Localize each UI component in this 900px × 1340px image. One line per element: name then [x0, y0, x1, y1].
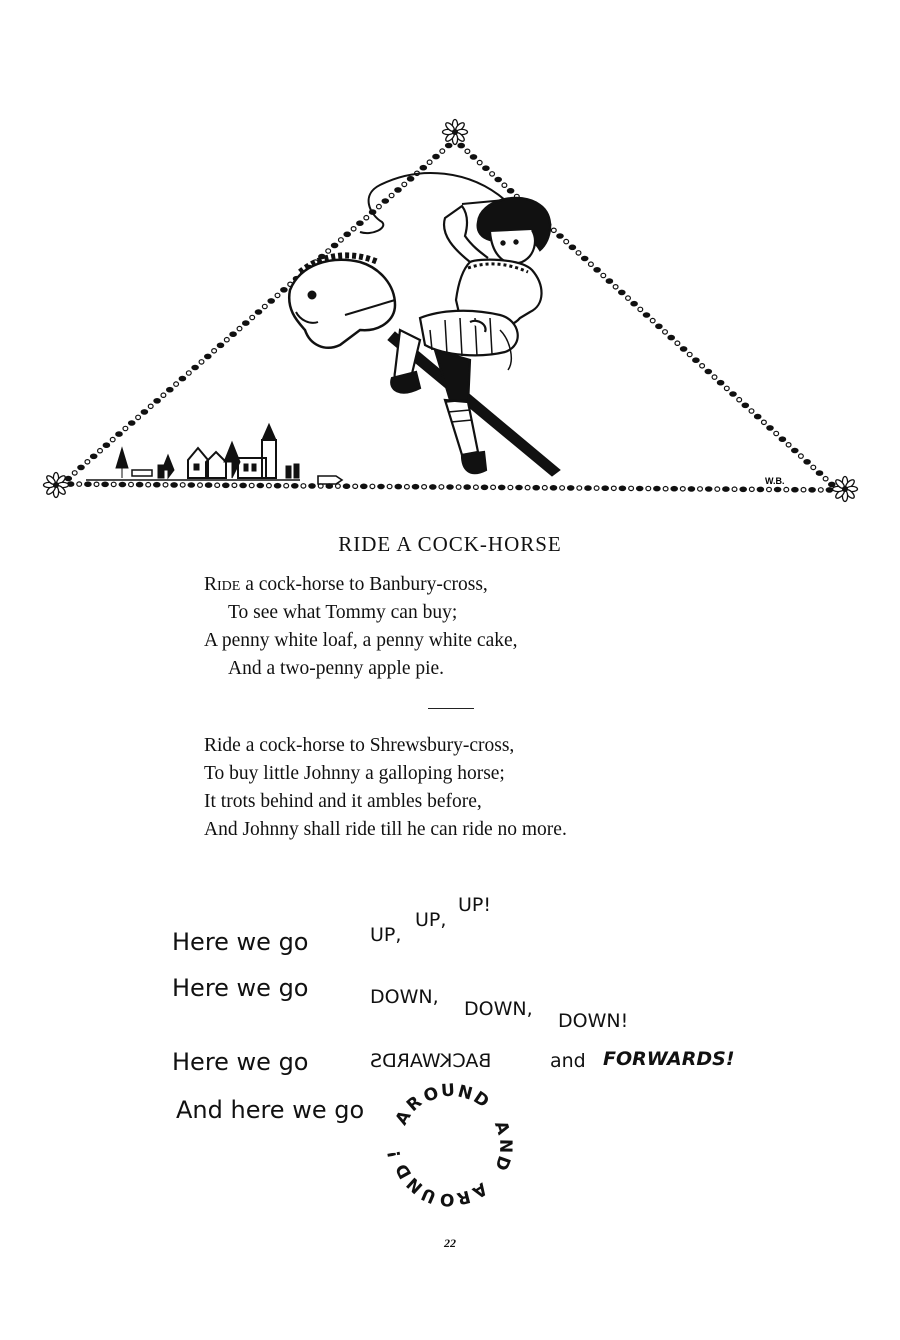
around-letter: D — [490, 1152, 514, 1173]
rhyme-line-2-lead: Here we go — [172, 974, 309, 1002]
hobby-horse-illustration — [0, 0, 900, 520]
around-letter: D — [469, 1088, 493, 1113]
rhyme-up-1: UP, — [370, 924, 402, 946]
around-letter: A — [391, 1107, 416, 1129]
around-letter: O — [420, 1083, 442, 1108]
flower-icon-top — [443, 120, 468, 145]
around-letter: U — [418, 1182, 440, 1207]
around-letter: A — [490, 1118, 514, 1138]
around-letter: R — [454, 1186, 473, 1209]
stanza-divider — [428, 708, 474, 709]
flower-icon-right — [833, 477, 858, 502]
around-letter: D — [391, 1159, 416, 1183]
stanza-2-line-3: It trots behind and it ambles before, — [204, 791, 482, 812]
around-letter: N — [455, 1081, 475, 1105]
stanza-1-line-1-text: a cock-horse to Banbury-cross, — [240, 574, 488, 595]
stanza-1 — [204, 571, 518, 683]
stanza-2-line-1: Ride a cock-horse to Shrewsbury-cross, — [204, 735, 515, 756]
rhyme-line-1-lead: Here we go — [172, 928, 309, 956]
rhyme-down-3: DOWN! — [558, 1010, 629, 1032]
around-letter: U — [440, 1080, 456, 1102]
around-letter: N — [402, 1172, 427, 1198]
around-letter: R — [403, 1092, 427, 1117]
page-number: 22 — [444, 1236, 456, 1250]
poem-title: RIDE A COCK-HORSE — [338, 532, 562, 556]
stanza-1-line-2: To see what Tommy can buy; — [228, 602, 458, 623]
around-letter: ! — [384, 1148, 406, 1160]
rhyme-up-3: UP! — [458, 894, 491, 916]
child-rider-icon — [391, 198, 550, 473]
stanza-1-line-1 — [204, 571, 518, 599]
rhyme-forwards: FORWARDS! — [603, 1048, 735, 1070]
rhyme-line-3-lead: Here we go — [172, 1048, 309, 1076]
drop-word: Ride — [204, 574, 241, 595]
rhyme-up-2: UP, — [415, 909, 447, 931]
around-letter: A — [469, 1178, 491, 1203]
rhyme-line-4-lead: And here we go — [176, 1096, 365, 1124]
stanza-2-line-4: And Johnny shall ride till he can ride no more. — [204, 819, 567, 840]
rhyme-down-1: DOWN, — [370, 986, 439, 1008]
stanza-1-line-4: And a two-penny apple pie. — [228, 658, 445, 679]
rhyme-down-2: DOWN, — [464, 998, 533, 1020]
village-icon — [86, 424, 342, 484]
flower-icon-left — [44, 473, 69, 498]
stanza-1-line-3: A penny white loaf, a penny white cake, — [204, 630, 518, 651]
artist-initials: W.B. — [765, 476, 785, 486]
around-letter: O — [438, 1188, 455, 1210]
around-letter: N — [495, 1138, 516, 1153]
rhyme-backwards: BACKWARDS — [370, 1050, 492, 1072]
rhyme-and: and — [550, 1050, 586, 1072]
stanza-2 — [204, 732, 567, 844]
stanza-2-line-2: To buy little Johnny a galloping horse; — [204, 763, 505, 784]
